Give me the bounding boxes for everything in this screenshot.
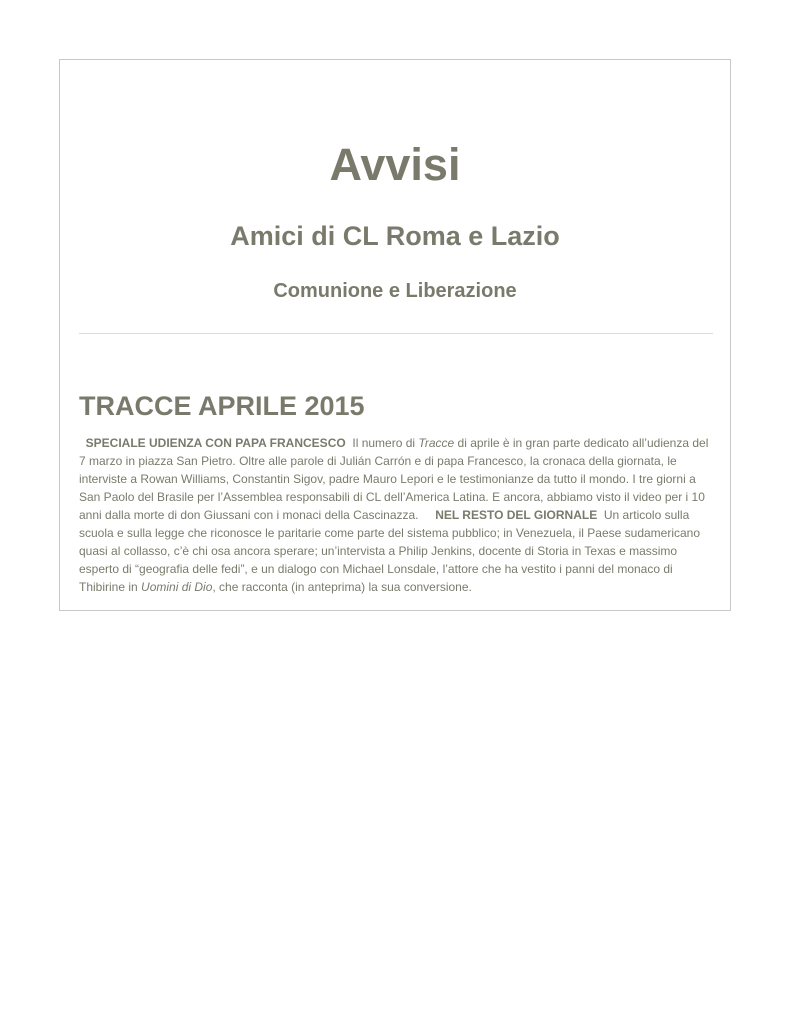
article-body xyxy=(79,434,715,596)
article-text: , che racconta (in anteprima) la sua conversione. xyxy=(212,580,472,594)
article-title: TRACCE APRILE 2015 xyxy=(79,391,365,421)
article-text: Un articolo sulla scuola e sulla legge che riconosce le paritarie come parte del sistema pubblico; in Venezuela, il Paese sudamericano quasi al collasso, c’è chi osa ancora sperare; un’intervista a Philip Jenkins, docente di Storia in Texas e massimo esperto di “geografia delle fedi”, e un dialogo con Michael Lonsdale, l’attore che ha vestito i panni del monaco di Thibirine in xyxy=(79,508,704,594)
section-heading-resto: NEL RESTO DEL GIORNALE xyxy=(435,508,598,522)
page-subtitle: Amici di CL Roma e Lazio xyxy=(230,221,560,251)
magazine-name: Tracce xyxy=(418,436,455,450)
header-divider xyxy=(79,333,713,334)
article-text: di aprile è in gran parte dedicato all’udienza del 7 marzo in piazza San Pietro. Oltre alle parole di Julián Carrón e di papa Francesco, la cronaca della giornata, le interviste a Rowan Williams, Constantin Sigov, padre Mauro Lepori e le testimonianze da tutto il mondo. I tre giorni a San Paolo del Brasile per l’Assemblea responsabili di CL dell’America Latina. E ancora, abbiamo visto il video per i 10 anni dalla morte di don Giussani con i monaci della Cascinazza. xyxy=(79,436,712,522)
organization-name: Comunione e Liberazione xyxy=(273,280,517,302)
film-title: Uomini di Dio xyxy=(141,580,213,594)
article-text: Il numero di xyxy=(345,436,419,450)
section-heading-speciale: SPECIALE UDIENZA CON PAPA FRANCESCO xyxy=(79,436,346,450)
newsletter-card xyxy=(59,59,731,611)
page-title: Avvisi xyxy=(329,139,461,190)
